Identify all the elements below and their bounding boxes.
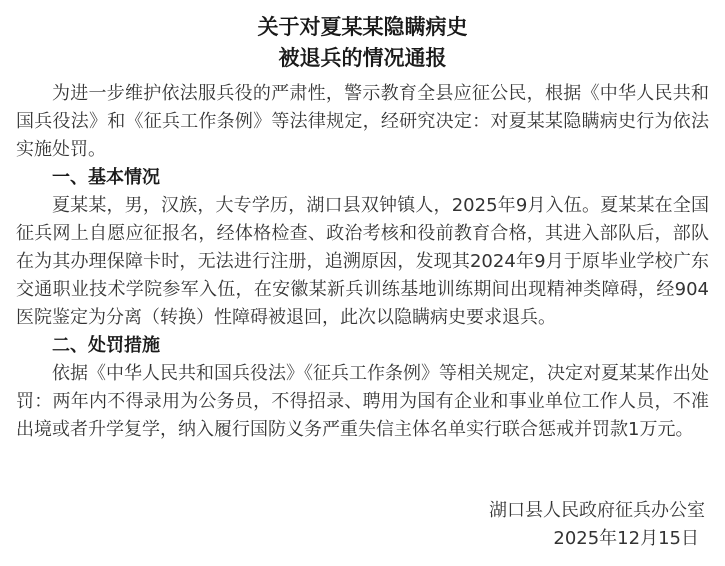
section-1-heading: 一、基本情况 bbox=[52, 167, 160, 188]
section-2-body: 依据《中华人民共和国兵役法》《征兵工作条例》等相关规定，决定对夏某某作出处罚：两年内不得录用为公务员，不得招录、聘用为国有企业和事业单位工作人员，不准出境或者升学复学，纳入履行国防义务严重失信主体名单实行联合惩戒并罚款1万元。 bbox=[16, 363, 709, 440]
section-2-heading: 二、处罚措施 bbox=[52, 335, 160, 356]
signature-organization: 湖口县人民政府征兵办公室 bbox=[489, 500, 705, 521]
intro-paragraph: 为进一步维护依法服兵役的严肃性，警示教育全县应征公民，根据《中华人民共和国兵役法》和《征兵工作条例》等法律规定，经研究决定：对夏某某隐瞒病史行为依法实施处罚。 bbox=[16, 83, 709, 160]
section-1-body: 夏某某，男，汉族，大专学历，湖口县双钟镇人，2025年9月入伍。夏某某在全国征兵网上自愿应征报名，经体格检查、政治考核和役前教育合格，其进入部队后，部队在为其办理保障卡时，无法进行注册，追溯原因，发现其2024年9月于原毕业学校广东交通职业技术学院参军入伍，在安徽某新兵训练基地训练期间出现精神类障碍，经904医院鉴定为分离（转换）性障碍被退回，此次以隐瞒病史要求退兵。 bbox=[16, 195, 709, 328]
document-title bbox=[16, 12, 709, 74]
document-title-line-1: 关于对夏某某隐瞒病史 bbox=[257, 15, 468, 39]
signature-date: 2025年12月15日 bbox=[553, 528, 699, 549]
signature-block bbox=[16, 497, 709, 553]
document-title-line-2: 被退兵的情况通报 bbox=[278, 46, 447, 70]
